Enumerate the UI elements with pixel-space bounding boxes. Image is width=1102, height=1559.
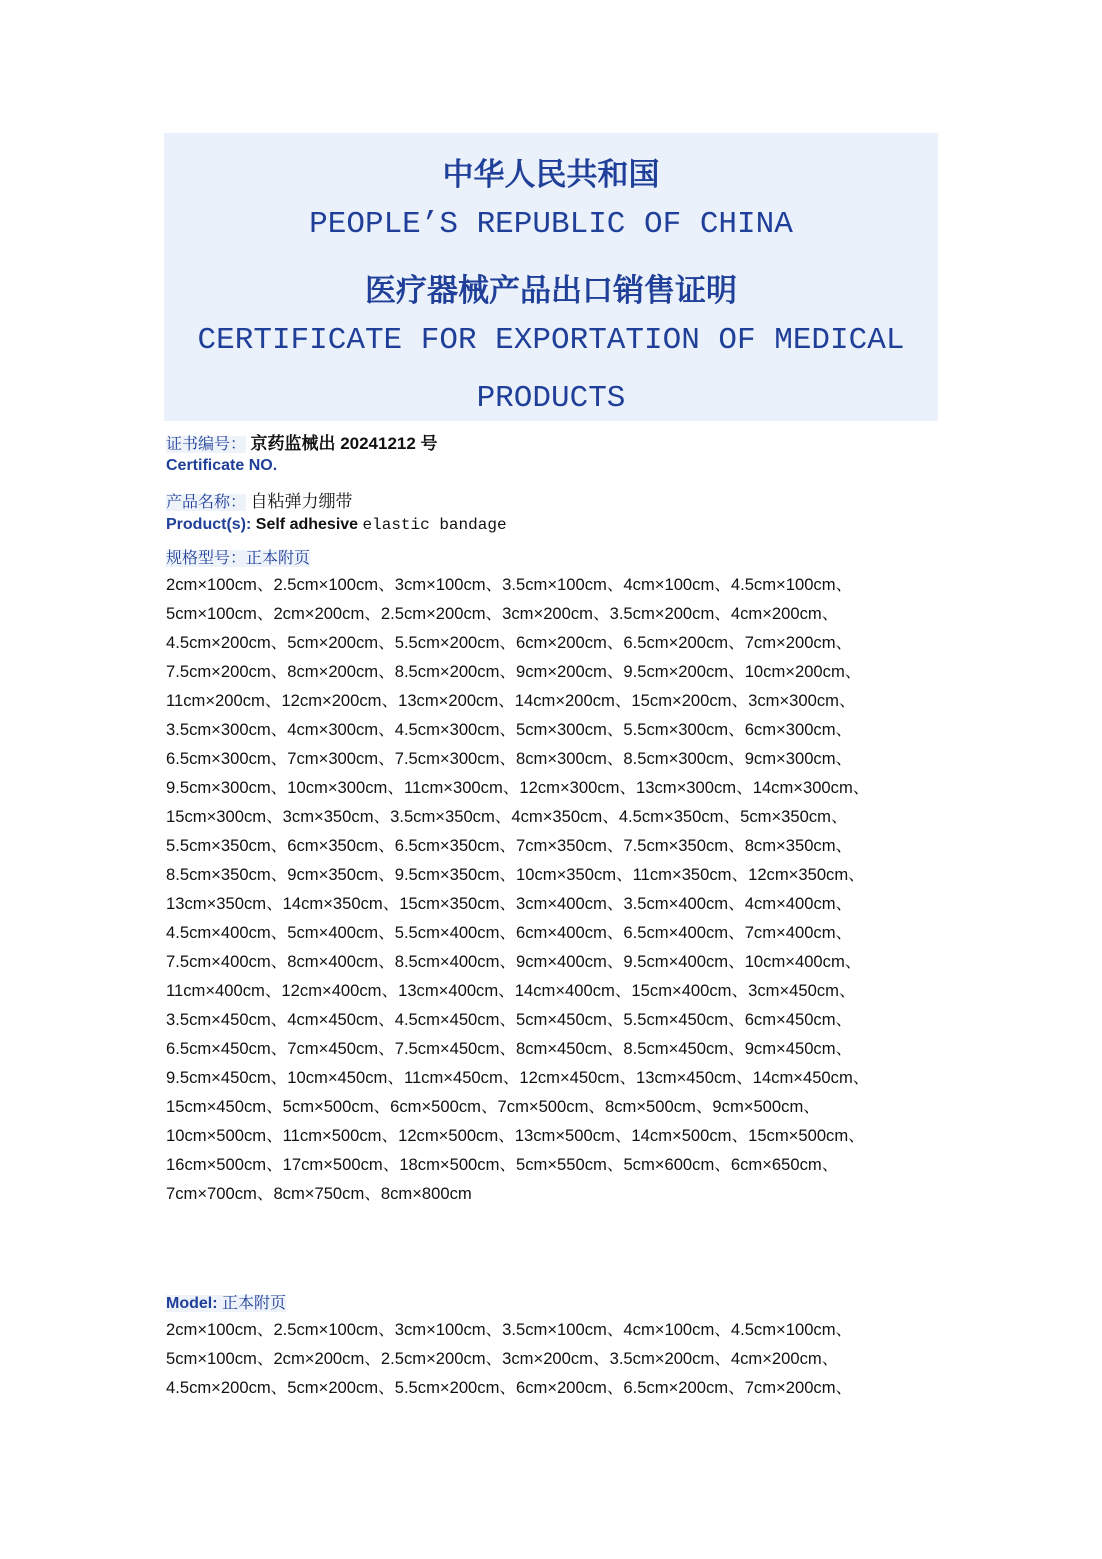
spec-line: 7cm×700cm、8cm×750cm、8cm×800cm <box>166 1184 472 1203</box>
subtitle-en-line1: CERTIFICATE FOR EXPORTATION OF MEDICAL <box>197 323 905 358</box>
product-row-cn <box>166 487 352 512</box>
product-row-en <box>166 516 507 534</box>
title-cn: 中华人民共和国 <box>442 157 660 193</box>
spec-line: 8.5cm×350cm、9cm×350cm、9.5cm×350cm、10cm×350cm、11cm×350cm、12cm×350cm、 <box>166 865 865 884</box>
spec-value-cn: 正本附页 <box>246 550 311 567</box>
cert-no-label-cn: 证书编号： <box>166 436 247 453</box>
cert-no-row <box>166 429 438 454</box>
spec-line: 9.5cm×450cm、10cm×450cm、11cm×450cm、12cm×450cm、13cm×450cm、14cm×450cm、 <box>166 1068 870 1087</box>
spec-line: 2cm×100cm、2.5cm×100cm、3cm×100cm、3.5cm×100cm、4cm×100cm、4.5cm×100cm、 <box>166 1320 853 1339</box>
model-list <box>166 1315 852 1402</box>
product-label-en: Product(s): <box>166 516 252 533</box>
product-value-en-bold: Self adhesive <box>255 516 359 533</box>
spec-line: 11cm×200cm、12cm×200cm、13cm×200cm、14cm×200cm、15cm×200cm、3cm×300cm、 <box>166 691 856 710</box>
product-value-en-rest: elastic bandage <box>362 516 507 534</box>
spec-line: 4.5cm×200cm、5cm×200cm、5.5cm×200cm、6cm×200cm、6.5cm×200cm、7cm×200cm、 <box>166 633 853 652</box>
spec-line: 5cm×100cm、2cm×200cm、2.5cm×200cm、3cm×200cm、3.5cm×200cm、4cm×200cm、 <box>166 1349 839 1368</box>
cert-no-row-en <box>166 457 277 475</box>
spec-line: 16cm×500cm、17cm×500cm、18cm×500cm、5cm×550cm、5cm×600cm、6cm×650cm、 <box>166 1155 839 1174</box>
model-label-en: Model: <box>166 1295 218 1312</box>
cert-no-label-en: Certificate NO. <box>166 457 278 474</box>
spec-label-cn: 规格型号： <box>166 550 247 567</box>
product-value-cn: 自粘弹力绷带 <box>250 492 353 511</box>
spec-list <box>166 570 869 1208</box>
spec-line: 7.5cm×200cm、8cm×200cm、8.5cm×200cm、9cm×200cm、9.5cm×200cm、10cm×200cm、 <box>166 662 862 681</box>
spec-row <box>166 545 310 568</box>
spec-line: 5cm×100cm、2cm×200cm、2.5cm×200cm、3cm×200cm、3.5cm×200cm、4cm×200cm、 <box>166 604 839 623</box>
subtitle-en-line2: PRODUCTS <box>476 381 626 416</box>
spec-line: 5.5cm×350cm、6cm×350cm、6.5cm×350cm、7cm×350cm、7.5cm×350cm、8cm×350cm、 <box>166 836 853 855</box>
subtitle-cn: 医疗器械产品出口销售证明 <box>365 273 737 309</box>
spec-line: 3.5cm×300cm、4cm×300cm、4.5cm×300cm、5cm×300cm、5.5cm×300cm、6cm×300cm、 <box>166 720 853 739</box>
cert-no-value: 京药监械出 20241212 号 <box>250 434 438 453</box>
spec-line: 7.5cm×400cm、8cm×400cm、8.5cm×400cm、9cm×400cm、9.5cm×400cm、10cm×400cm、 <box>166 952 862 971</box>
spec-line: 15cm×300cm、3cm×350cm、3.5cm×350cm、4cm×350cm、4.5cm×350cm、5cm×350cm、 <box>166 807 848 826</box>
spec-line: 13cm×350cm、14cm×350cm、15cm×350cm、3cm×400cm、3.5cm×400cm、4cm×400cm、 <box>166 894 853 913</box>
model-value: 正本附页 <box>222 1295 287 1312</box>
title-en: PEOPLE’S REPUBLIC OF CHINA <box>309 207 793 242</box>
spec-line: 6.5cm×450cm、7cm×450cm、7.5cm×450cm、8cm×450cm、8.5cm×450cm、9cm×450cm、 <box>166 1039 853 1058</box>
spec-line: 10cm×500cm、11cm×500cm、12cm×500cm、13cm×500cm、14cm×500cm、15cm×500cm、 <box>166 1126 865 1145</box>
spec-line: 3.5cm×450cm、4cm×450cm、4.5cm×450cm、5cm×450cm、5.5cm×450cm、6cm×450cm、 <box>166 1010 853 1029</box>
model-row <box>166 1290 286 1313</box>
spec-line: 11cm×400cm、12cm×400cm、13cm×400cm、14cm×400cm、15cm×400cm、3cm×450cm、 <box>166 981 856 1000</box>
spec-line: 6.5cm×300cm、7cm×300cm、7.5cm×300cm、8cm×300cm、8.5cm×300cm、9cm×300cm、 <box>166 749 853 768</box>
spec-line: 4.5cm×200cm、5cm×200cm、5.5cm×200cm、6cm×200cm、6.5cm×200cm、7cm×200cm、 <box>166 1378 853 1397</box>
spec-line: 2cm×100cm、2.5cm×100cm、3cm×100cm、3.5cm×100cm、4cm×100cm、4.5cm×100cm、 <box>166 575 853 594</box>
spec-line: 4.5cm×400cm、5cm×400cm、5.5cm×400cm、6cm×400cm、6.5cm×400cm、7cm×400cm、 <box>166 923 853 942</box>
spec-line: 9.5cm×300cm、10cm×300cm、11cm×300cm、12cm×300cm、13cm×300cm、14cm×300cm、 <box>166 778 870 797</box>
product-label-cn: 产品名称： <box>166 494 247 511</box>
certificate-header <box>164 133 938 421</box>
spec-line: 15cm×450cm、5cm×500cm、6cm×500cm、7cm×500cm、8cm×500cm、9cm×500cm、 <box>166 1097 820 1116</box>
